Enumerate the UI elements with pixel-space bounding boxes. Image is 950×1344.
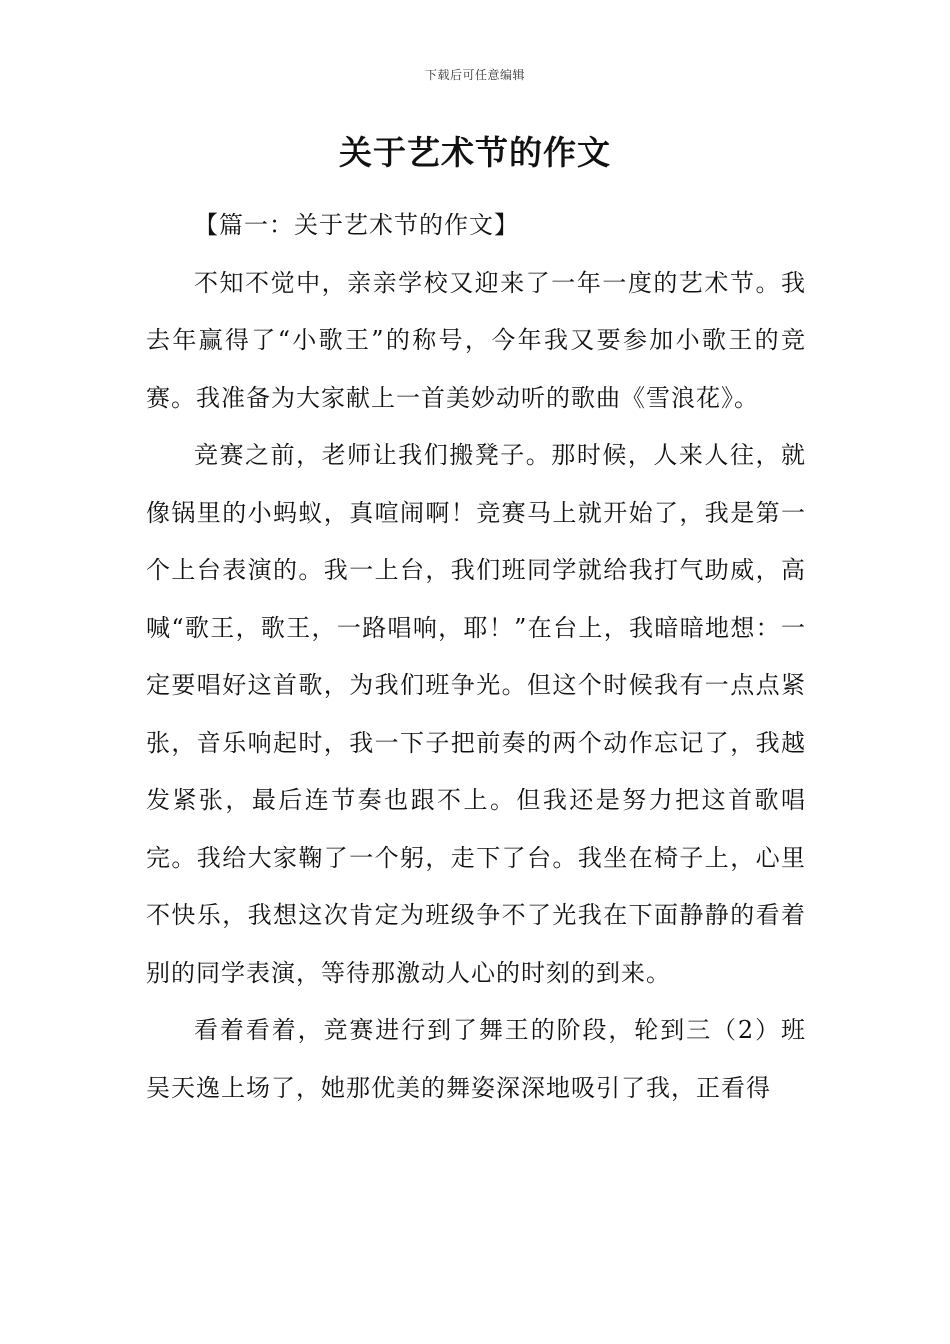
paragraph: 竞赛之前，老师让我们搬凳子。那时候，人来人往，就像锅里的小蚂蚁，真喧闹啊！竞赛马上就开始了，我是第一个上台表演的。我一上台，我们班同学就给我打气助威，高喊“歌王，歌王，一路唱响，耶！”在台上，我暗暗地想：一定要唱好这首歌，为我们班争光。但这个时候我有一点点紧张，音乐响起时，我一下子把前奏的两个动作忘记了，我越发紧张，最后连节奏也跟不上。但我还是努力把这首歌唱完。我给大家鞠了一个躬，走下了台。我坐在椅子上，心里不快乐，我想这次肯定为班级争不了光我在下面静静的看着别的同学表演，等待那激动人心的时刻的到来。 bbox=[146, 441, 806, 987]
document-title: 关于艺术节的作文 bbox=[339, 133, 611, 172]
document-body bbox=[146, 197, 806, 1117]
paragraph: 看着看着，竞赛进行到了舞王的阶段，轮到三（2）班吴天逸上场了，她那优美的舞姿深深地吸引了我，正看得 bbox=[146, 1016, 806, 1102]
header-note: 下载后可任意编辑 bbox=[424, 68, 525, 82]
section-heading: 【篇一：关于艺术节的作文】 bbox=[194, 211, 519, 239]
paragraph: 不知不觉中，亲亲学校又迎来了一年一度的艺术节。我去年赢得了“小歌王”的称号，今年我又要参加小歌王的竞赛。我准备为大家献上一首美妙动听的歌曲《雪浪花》。 bbox=[146, 268, 806, 412]
